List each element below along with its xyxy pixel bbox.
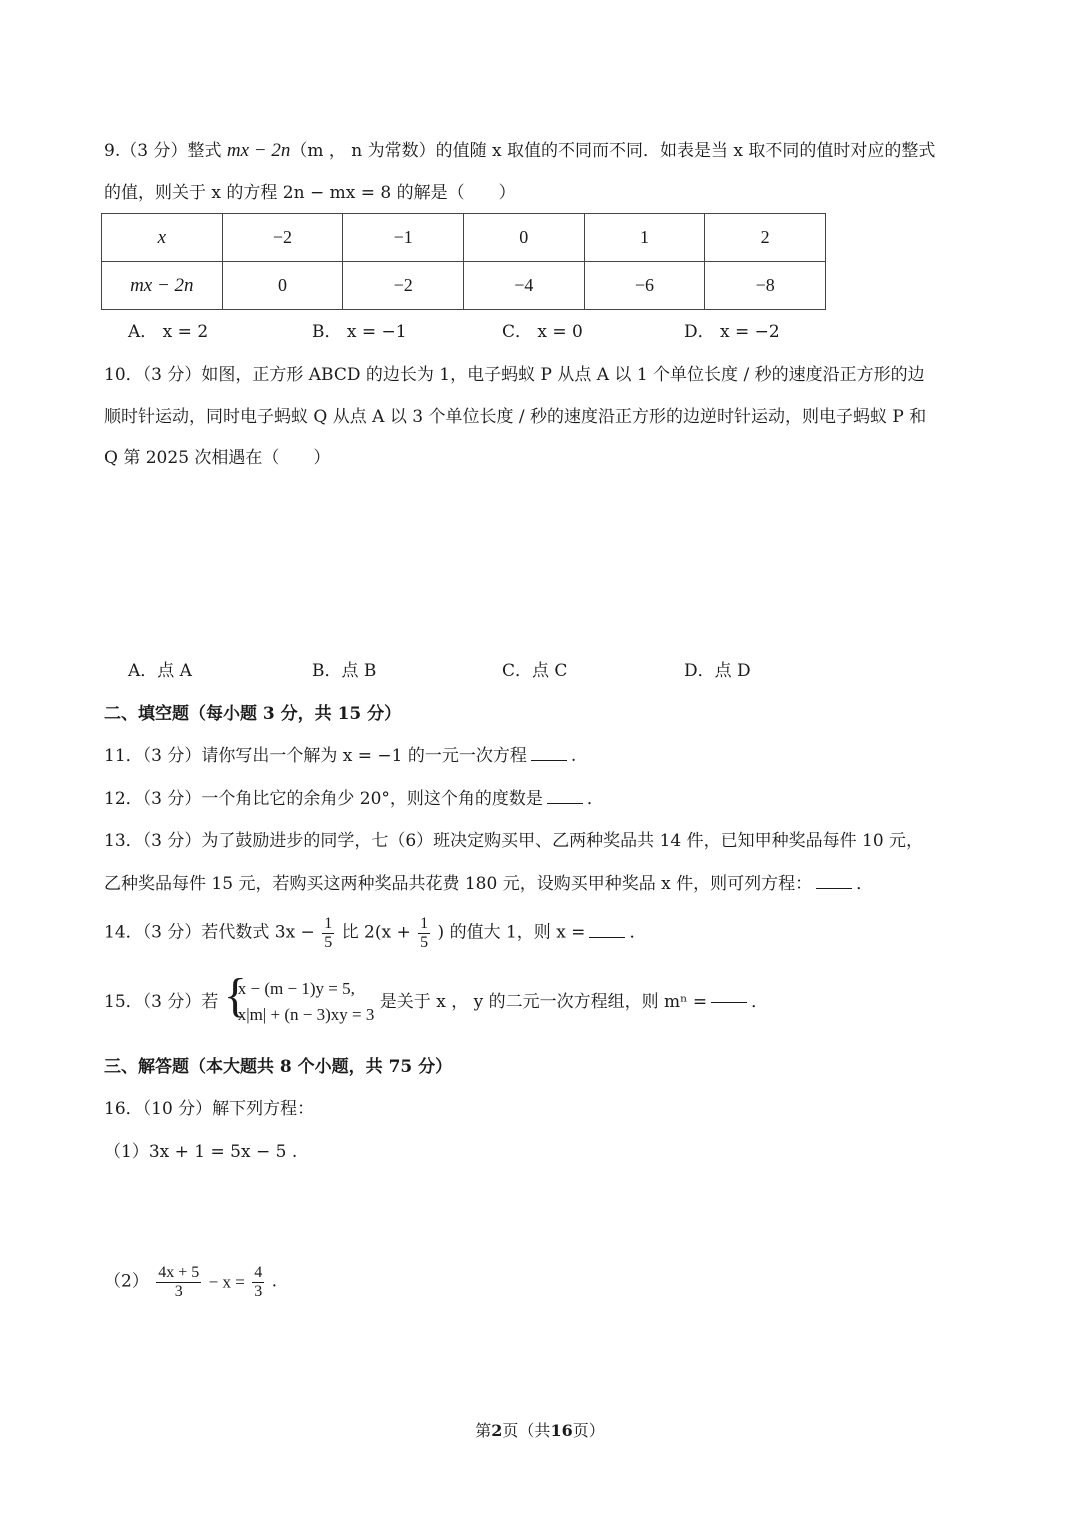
answer-blank[interactable] bbox=[816, 888, 852, 889]
q9-option-d[interactable]: D． x = −2 bbox=[684, 322, 780, 342]
q13-line1: 13．（3 分）为了鼓励进步的同学，七（6）班决定购买甲、乙两种奖品共 14 件，已知甲种奖品每件 10 元， bbox=[104, 831, 924, 851]
table-row bbox=[102, 214, 826, 262]
q10-option-b[interactable]: B．点 B bbox=[312, 661, 377, 681]
q10-line2: 顺时针运动，同时电子蚂蚁 Q 从点 A 以 3 个单位长度 / 秒的速度沿正方形的边逆时针运动，则电子蚂蚁 P 和 bbox=[104, 407, 927, 427]
table-row bbox=[102, 262, 826, 310]
fraction: $\frac{4}{3}$ bbox=[254, 1264, 263, 1300]
table-cell: 0 bbox=[222, 262, 343, 310]
q10-option-d[interactable]: D．点 D bbox=[684, 661, 751, 681]
fraction: $\frac{4x + 5}{3}$ bbox=[158, 1264, 200, 1300]
q16-title: 16．（10 分）解下列方程： bbox=[104, 1099, 315, 1119]
q9-table bbox=[101, 213, 826, 310]
q12: 12．（3 分）一个角比它的余角少 20°，则这个角的度数是 ． bbox=[104, 789, 604, 809]
answer-blank[interactable] bbox=[547, 803, 583, 804]
q10-option-c[interactable]: C．点 C bbox=[502, 661, 568, 681]
q9-option-b[interactable]: B． x = −1 bbox=[312, 322, 407, 342]
q16-sub1: （1）3x + 1 = 5x − 5 . bbox=[104, 1142, 298, 1162]
q10-option-a[interactable]: A．点 A bbox=[128, 661, 192, 681]
q9-line2: 的值，则关于 x 的方程 2n − mx = 8 的解是（ ） bbox=[104, 183, 516, 203]
q9-line1: 9.（3 分）整式 mx − 2n（m ， n 为常数）的值随 x 取值的不同而不同．如表是当 x 取不同的值时对应的整式 bbox=[104, 140, 936, 161]
q9-expr: mx − 2n bbox=[226, 140, 291, 161]
fraction: $\frac{1}{5}$ bbox=[420, 915, 429, 951]
answer-blank[interactable] bbox=[531, 760, 567, 761]
q11: 11．（3 分）请你写出一个解为 x = −1 的一元一次方程 . bbox=[104, 746, 577, 766]
brace-icon: { bbox=[223, 969, 247, 1022]
q16-sub2: （2） $\frac{4x + 5}{3}$ − x = $\frac{4}{3}$ . bbox=[104, 1264, 278, 1300]
section3-heading: 三、解答题（本大题共 8 个小题，共 75 分） bbox=[104, 1057, 453, 1077]
answer-blank[interactable] bbox=[711, 1002, 747, 1003]
page-number: 2 bbox=[491, 1421, 503, 1440]
q10-line1: 10．（3 分）如图，正方形 ABCD 的边长为 1，电子蚂蚁 P 从点 A 以 1 个单位长度 / 秒的速度沿正方形的边 bbox=[104, 365, 925, 385]
q9-option-a[interactable]: A． x = 2 bbox=[128, 322, 209, 342]
fraction: $\frac{1}{5}$ bbox=[324, 915, 333, 951]
table-cell: −8 bbox=[705, 262, 826, 310]
answer-blank[interactable] bbox=[589, 937, 625, 938]
table-cell: −1 bbox=[343, 214, 464, 262]
q13-line2: 乙种奖品每件 15 元，若购买这两种奖品共花费 180 元，设购买甲种奖品 x 件，则可列方程： ． bbox=[104, 874, 874, 894]
row-header-expr: mx − 2n bbox=[102, 262, 223, 310]
table-cell: −6 bbox=[584, 262, 705, 310]
table-cell: 0 bbox=[463, 214, 584, 262]
table-cell: −4 bbox=[463, 262, 584, 310]
page-footer: 第2页（共16页） bbox=[475, 1421, 605, 1440]
table-cell: −2 bbox=[343, 262, 464, 310]
q9-option-c[interactable]: C． x = 0 bbox=[502, 322, 583, 342]
table-cell: −2 bbox=[222, 214, 343, 262]
equation-system: { x − (m − 1)y = 5, x|m| + (n − 3)xy = 3 bbox=[223, 969, 375, 1025]
table-cell: 2 bbox=[705, 214, 826, 262]
section2-heading: 二、填空题（每小题 3 分，共 15 分） bbox=[104, 704, 402, 724]
q14: 14．（3 分）若代数式 3x − $\frac{1}{5}$ 比 2(x + $\frac{1}{5}$ ) 的值大 1，则 x = ． bbox=[104, 915, 647, 951]
row-header-x: x bbox=[102, 214, 223, 262]
q10-line3: Q 第 2025 次相遇在（ ） bbox=[104, 448, 331, 468]
page-total: 16 bbox=[550, 1421, 573, 1440]
table-cell: 1 bbox=[584, 214, 705, 262]
q15: 15．（3 分）若 { x − (m − 1)y = 5, x|m| + (n − 3)xy = 3 是关于 x ， y 的二元一次方程组，则 mⁿ = ． bbox=[104, 976, 768, 1029]
